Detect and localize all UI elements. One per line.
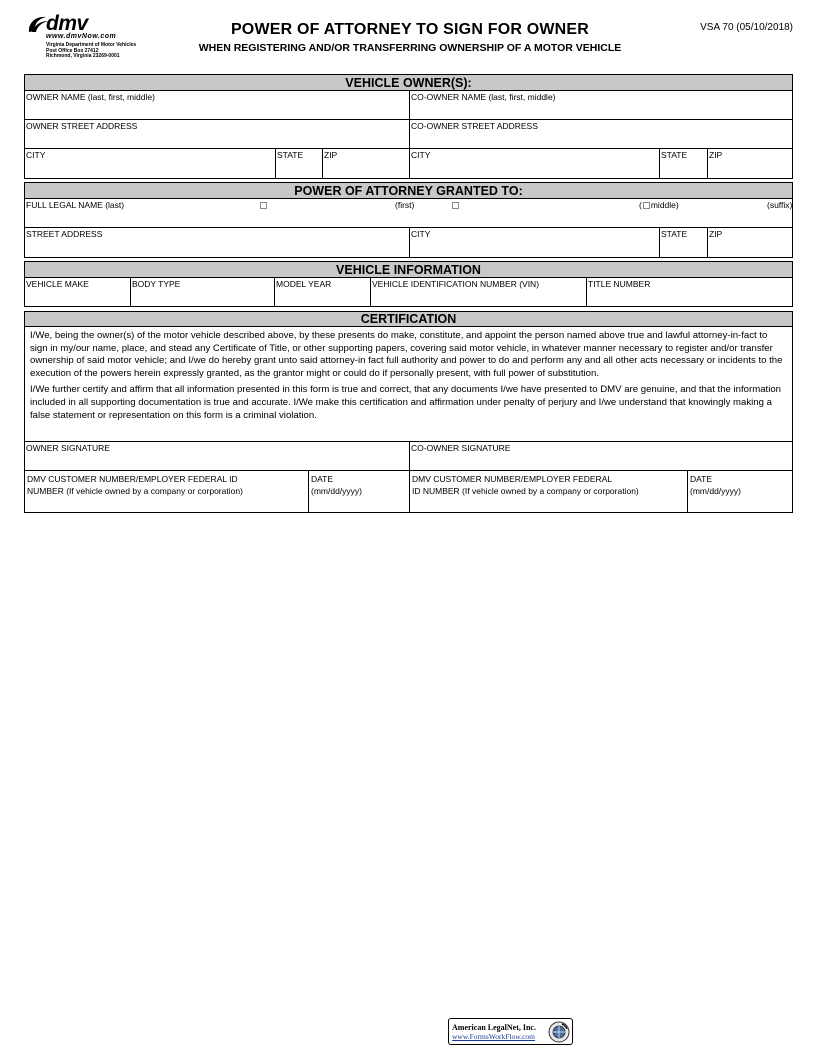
- poa-zip-input[interactable]: [708, 241, 792, 257]
- vehicle-owners-section: [24, 74, 793, 179]
- coowner-customer-number-input[interactable]: [410, 496, 687, 512]
- section-heading: CERTIFICATION: [25, 312, 792, 327]
- field-label: CITY: [411, 150, 431, 160]
- poa-street-input[interactable]: [25, 241, 409, 257]
- field-label: STATE: [661, 229, 688, 239]
- owner-signature-field[interactable]: [25, 442, 409, 470]
- coowner-date-input[interactable]: [688, 496, 792, 512]
- field-label: CITY: [411, 229, 431, 239]
- field-label: DATE: [690, 474, 713, 484]
- poa-state-field[interactable]: [659, 228, 707, 257]
- field-label: STATE: [661, 150, 688, 160]
- field-label: ZIP: [709, 150, 723, 160]
- field-label: (mm/dd/yyyy): [311, 486, 362, 496]
- field-label: CO-OWNER NAME (last, first, middle): [411, 92, 556, 102]
- section-heading: VEHICLE OWNER(S):: [25, 75, 792, 91]
- field-label: DATE: [311, 474, 334, 484]
- coowner-city-field[interactable]: [409, 149, 659, 178]
- field-label: ID NUMBER (If vehicle owned by a company or corporation): [412, 486, 639, 496]
- vin-field[interactable]: [370, 278, 586, 306]
- logo-tagline: www.dmvNow.com: [46, 33, 117, 40]
- poa-section: [24, 182, 793, 258]
- coowner-name-field[interactable]: [409, 91, 792, 119]
- model-year-field[interactable]: [274, 278, 370, 306]
- poa-street-field[interactable]: [25, 228, 409, 257]
- field-label: STREET ADDRESS: [26, 229, 103, 239]
- coowner-signature-field[interactable]: [409, 442, 792, 470]
- owner-city-field[interactable]: [25, 149, 275, 178]
- field-label: VEHICLE MAKE: [26, 279, 89, 289]
- page-subtitle: WHEN REGISTERING AND/OR TRANSFERRING OWNERSHIP OF A MOTOR VEHICLE: [198, 42, 622, 54]
- field-label: CO-OWNER SIGNATURE: [411, 443, 511, 453]
- field-label: FULL LEGAL NAME (last): [26, 200, 125, 210]
- body-type-input[interactable]: [131, 290, 274, 306]
- poa-city-field[interactable]: [409, 228, 659, 257]
- owner-street-field[interactable]: [25, 120, 409, 148]
- coowner-street-input[interactable]: [410, 132, 792, 148]
- owner-name-input[interactable]: [25, 103, 409, 119]
- certification-section: [24, 311, 793, 513]
- coowner-signature-input[interactable]: [410, 454, 792, 470]
- field-label: BODY TYPE: [132, 279, 181, 289]
- owner-state-input[interactable]: [276, 162, 322, 178]
- dmv-logo: [26, 14, 166, 64]
- globe-icon: [548, 1021, 570, 1043]
- page-title: POWER OF ATTORNEY TO SIGN FOR OWNER: [230, 21, 590, 38]
- field-label: ZIP: [709, 229, 723, 239]
- coowner-state-input[interactable]: [660, 162, 707, 178]
- owner-date-input[interactable]: [309, 496, 409, 512]
- field-label: NUMBER (If vehicle owned by a company or corporation): [27, 486, 243, 496]
- vehicle-info-section: [24, 261, 793, 307]
- coowner-zip-field[interactable]: [707, 149, 792, 178]
- coowner-zip-input[interactable]: [708, 162, 792, 178]
- middle-label: ( middle): [639, 200, 679, 210]
- coowner-name-input[interactable]: [410, 103, 792, 119]
- poa-city-input[interactable]: [410, 241, 659, 257]
- owner-customer-number-input[interactable]: [25, 496, 308, 512]
- first-label: (first): [395, 200, 415, 210]
- section-heading: VEHICLE INFORMATION: [25, 262, 792, 278]
- owner-city-input[interactable]: [25, 162, 275, 178]
- body-type-field[interactable]: [130, 278, 274, 306]
- coowner-date-field[interactable]: [687, 471, 792, 512]
- publisher-badge[interactable]: [448, 1018, 573, 1045]
- title-number-field[interactable]: [586, 278, 792, 306]
- certification-paragraph: I/We, being the owner(s) of the motor vehicle described above, by these presents do make, constitute, and appoint the person named above true and lawful attorney-in-fact to sign in my/our name, place, and stead any Certificate of Title, or other supporting papers, covering said motor vehicle, in whatever manner necessary to register and/or transfer ownership of said motor vehicle; and I/we do hereby grant unto said attorney-in fact full authority and power to do and perform any and all other acts necessary or incidents to the execution of the powers herein expressly granted, as the grantor might or could do if personally present, with full power of substitution.: [30, 330, 783, 379]
- checkbox-glyph-icon: [452, 202, 459, 209]
- checkbox-glyph-icon: [260, 202, 267, 209]
- owner-date-field[interactable]: [308, 471, 409, 512]
- owner-state-field[interactable]: [275, 149, 322, 178]
- field-label: MODEL YEAR: [276, 279, 332, 289]
- vin-input[interactable]: [371, 290, 586, 306]
- poa-zip-field[interactable]: [707, 228, 792, 257]
- field-label: VEHICLE IDENTIFICATION NUMBER (VIN): [372, 279, 540, 289]
- publisher-name: American LegalNet, Inc.: [452, 1023, 536, 1032]
- field-label: (mm/dd/yyyy): [690, 486, 741, 496]
- owner-name-field[interactable]: [25, 91, 409, 119]
- owner-street-input[interactable]: [25, 132, 409, 148]
- form-number: VSA 70 (05/10/2018): [700, 22, 793, 33]
- field-label: DMV CUSTOMER NUMBER/EMPLOYER FEDERAL: [412, 474, 613, 484]
- field-label: TITLE NUMBER: [588, 279, 651, 289]
- coowner-street-field[interactable]: [409, 120, 792, 148]
- logo-wordmark: dmv: [46, 12, 88, 35]
- field-label: CITY: [26, 150, 46, 160]
- field-label: OWNER STREET ADDRESS: [26, 121, 138, 131]
- title-number-input[interactable]: [587, 290, 792, 306]
- publisher-link[interactable]: www.FormsWorkFlow.com: [452, 1032, 536, 1041]
- owner-zip-input[interactable]: [323, 162, 409, 178]
- certification-text: [25, 327, 792, 442]
- logo-address: Virginia Department of Motor Vehicles Post Office Box 27412 Richmond, Virginia 23269-0001: [46, 42, 137, 59]
- coowner-state-field[interactable]: [659, 149, 707, 178]
- field-label: OWNER SIGNATURE: [26, 443, 110, 453]
- field-label: ZIP: [324, 150, 338, 160]
- vehicle-make-field[interactable]: [25, 278, 130, 306]
- model-year-input[interactable]: [275, 290, 370, 306]
- poa-name-input[interactable]: [25, 211, 792, 227]
- field-label: OWNER NAME (last, first, middle): [26, 92, 155, 102]
- vehicle-make-input[interactable]: [25, 290, 130, 306]
- certification-paragraph: I/We further certify and affirm that all information presented in this form is true and correct, that any documents I/we have presented to DMV are genuine, and that the information included in all supporting documentation is true and accurate. I/We make this certification and affirmation under penalty of perjury and I/we understand that knowingly making a false statement or representation on this form is a criminal violation.: [30, 384, 782, 421]
- field-label: DMV CUSTOMER NUMBER/EMPLOYER FEDERAL ID: [27, 474, 238, 484]
- suffix-label: (suffix): [767, 200, 793, 210]
- owner-customer-number-field[interactable]: [25, 471, 308, 512]
- poa-full-name-field[interactable]: [25, 199, 792, 227]
- section-heading: POWER OF ATTORNEY GRANTED TO:: [25, 183, 792, 199]
- field-label: CO-OWNER STREET ADDRESS: [411, 121, 538, 131]
- coowner-customer-number-field[interactable]: [409, 471, 687, 512]
- field-label: STATE: [277, 150, 304, 160]
- owner-signature-input[interactable]: [25, 454, 409, 470]
- poa-state-input[interactable]: [660, 241, 707, 257]
- coowner-city-input[interactable]: [410, 162, 659, 178]
- owner-zip-field[interactable]: [322, 149, 409, 178]
